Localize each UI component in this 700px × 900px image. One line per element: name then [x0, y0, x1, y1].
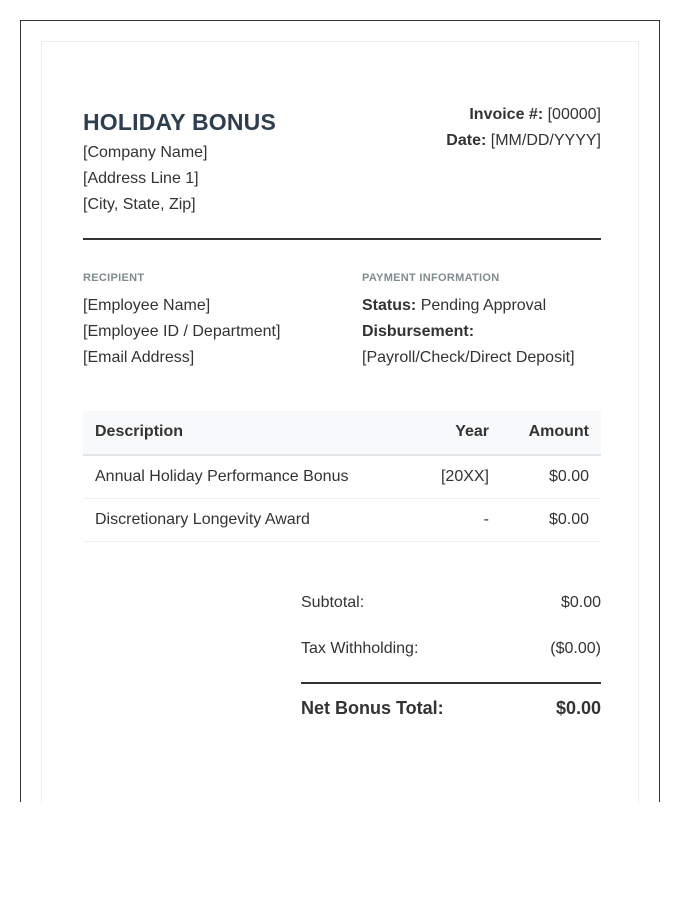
- column-header-year: Year: [455, 423, 489, 440]
- invoice-number: [469, 106, 601, 124]
- disbursement-label-text: Disbursement:: [362, 323, 475, 340]
- recipient-employee-id: [Employee ID / Department]: [83, 323, 281, 340]
- invoice-date-label: Date:: [446, 132, 487, 149]
- payment-disbursement-label: [362, 323, 474, 341]
- tax-withholding-value: ($0.00): [550, 640, 601, 657]
- company-name: [Company Name]: [83, 144, 208, 161]
- table-row: [83, 499, 601, 542]
- recipient-email: [Email Address]: [83, 349, 195, 366]
- tax-withholding-label: Tax Withholding:: [301, 640, 419, 657]
- subtotal-value: $0.00: [560, 594, 601, 611]
- invoice-date: [446, 132, 601, 150]
- invoice-date-value: [MM/DD/YYYY]: [490, 132, 601, 149]
- line-items-table: [83, 411, 601, 542]
- header-divider: [83, 238, 601, 240]
- payment-status-label: Status:: [362, 297, 417, 314]
- payment-disbursement-value: [Payroll/Check/Direct Deposit]: [362, 349, 575, 366]
- table-row: [83, 456, 601, 499]
- payment-status-value: Pending Approval: [420, 297, 547, 314]
- company-address-line-1: [Address Line 1]: [83, 170, 199, 187]
- invoice-document: [41, 41, 639, 803]
- table-header-row: [83, 411, 601, 456]
- net-bonus-total-label: Net Bonus Total:: [301, 698, 444, 718]
- invoice-number-label: Invoice #:: [469, 106, 544, 123]
- row-description: Annual Holiday Performance Bonus: [95, 468, 349, 485]
- subtotal-label: Subtotal:: [301, 594, 365, 611]
- row-amount: $0.00: [548, 468, 589, 485]
- page-frame: [20, 20, 660, 802]
- recipient-label: RECIPIENT: [83, 272, 145, 284]
- row-amount: $0.00: [548, 511, 589, 528]
- row-year: -: [483, 511, 489, 528]
- totals-divider: [301, 682, 601, 684]
- column-header-description: Description: [95, 423, 184, 440]
- invoice-number-value: [00000]: [547, 106, 601, 123]
- payment-status: [362, 297, 546, 315]
- document-title: HOLIDAY BONUS: [83, 109, 277, 135]
- row-year: [20XX]: [440, 468, 489, 485]
- company-city-state-zip: [City, State, Zip]: [83, 196, 196, 213]
- payment-info-label: PAYMENT INFORMATION: [362, 272, 500, 284]
- net-bonus-total-value: $0.00: [555, 698, 601, 718]
- recipient-employee-name: [Employee Name]: [83, 297, 211, 314]
- column-header-amount: Amount: [528, 423, 589, 440]
- row-description: Discretionary Longevity Award: [95, 511, 310, 528]
